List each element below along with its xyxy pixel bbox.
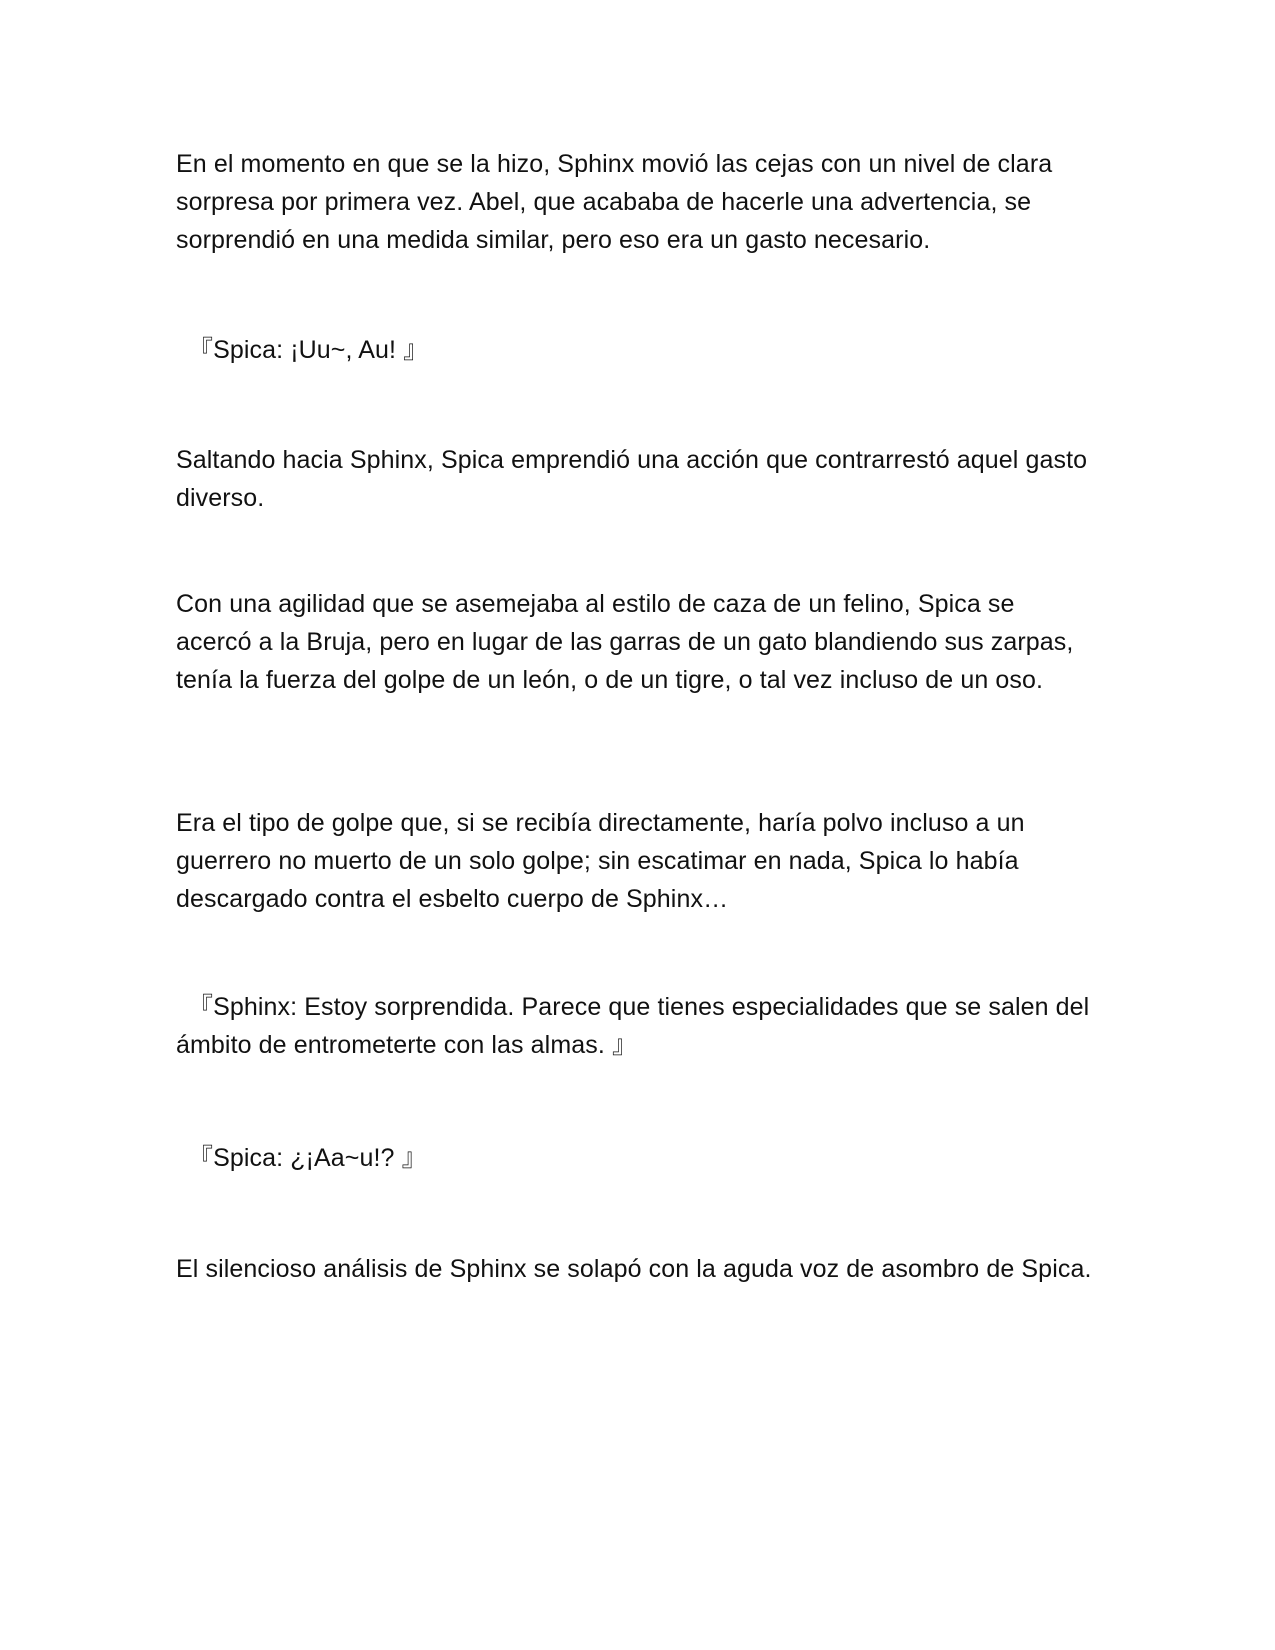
paragraph-narration-5: El silencioso análisis de Sphinx se solapó con la aguda voz de asombro de Spica.	[176, 1255, 1092, 1283]
paragraph-dialogue-sphinx: 『Sphinx: Estoy sorprendida. Parece que tienes especialidades que se salen del ámbito de entrometerte con las almas. 』	[176, 993, 1090, 1059]
paragraph-narration-3: Con una agilidad que se asemejaba al estilo de caza de un felino, Spica se acercó a la Bruja, pero en lugar de las garras de un gato blandiendo sus zarpas, tenía la fuerza del golpe de un león, o de un tigre, o tal vez incluso de un oso.	[176, 590, 1074, 694]
paragraph-narration-1: En el momento en que se la hizo, Sphinx movió las cejas con un nivel de clara sorpresa por primera vez. Abel, que acababa de hacerle una advertencia, se sorprendió en una medida similar, pero eso era un gasto necesario.	[176, 150, 1053, 254]
paragraph-dialogue-spica-1: 『Spica: ¡Uu~, Au! 』	[188, 336, 429, 364]
paragraph-dialogue-spica-2: 『Spica: ¿¡Aa~u!? 』	[188, 1144, 427, 1172]
paragraph-narration-2: Saltando hacia Sphinx, Spica emprendió una acción que contrarrestó aquel gasto diverso.	[176, 446, 1088, 512]
paragraph-narration-4: Era el tipo de golpe que, si se recibía directamente, haría polvo incluso a un guerrero no muerto de un solo golpe; sin escatimar en nada, Spica lo había descargado contra el esbelto cuerpo de Sphinx…	[176, 809, 1025, 913]
